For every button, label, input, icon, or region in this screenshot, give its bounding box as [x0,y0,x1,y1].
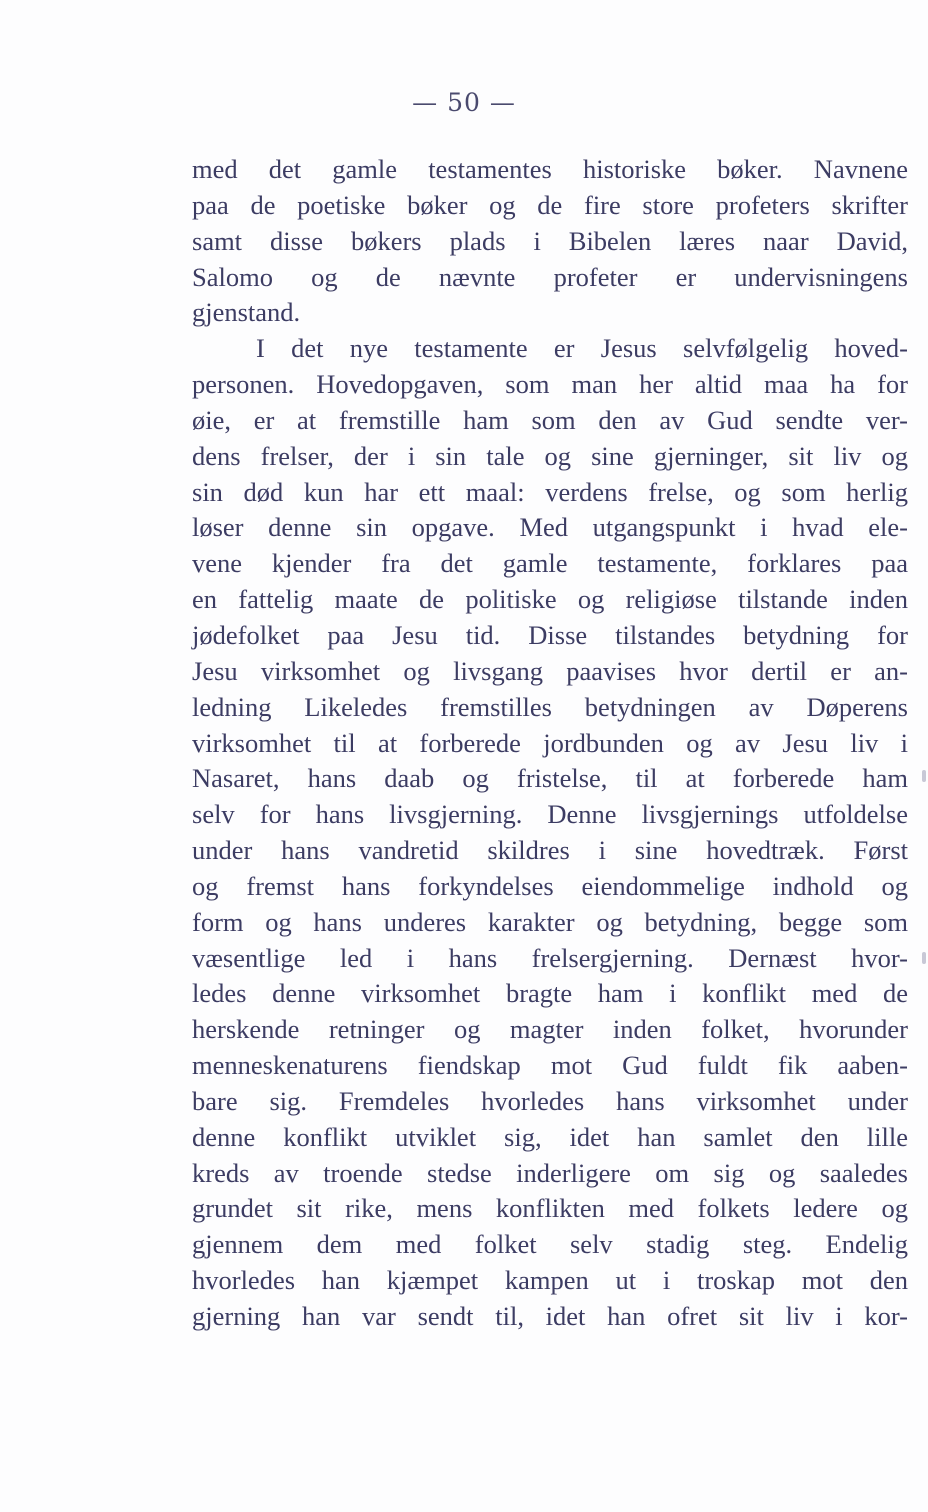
text-line: med det gamle testamentes historiske bøker. Navnene [192,154,908,184]
text-line: menneskenaturens fiendskap mot Gud fuldt fik aaben- [192,1050,908,1081]
scan-edge-mark [922,770,926,782]
scan-edge-mark [922,952,926,964]
text-line: virksomhet til at forberede jordbunden og av Jesu liv i [192,727,908,758]
text-line: ledning Likeledes fremstilles betydningen av Døperens [192,691,908,722]
text-line: denne konflikt utviklet sig, idet han samlet den lille [192,1121,908,1152]
text-line: dens frelser, der i sin tale og sine gjerninger, sit liv og [192,440,908,471]
text-line: kreds av troende stedse inderligere om sig og saaledes [192,1157,908,1188]
text-line: personen. Hovedopgaven, som man her altid maa ha for [192,369,908,400]
text-line: under hans vandretid skildres i sine hovedtræk. Først [192,835,908,866]
text-line: jødefolket paa Jesu tid. Disse tilstandes betydning for [192,619,908,650]
text-line: vene kjender fra det gamle testamente, forklares paa [192,548,908,579]
text-line: selv for hans livsgjerning. Denne livsgjernings utfoldelse [192,799,908,830]
text-line: herskende retninger og magter inden folket, hvorunder [192,1014,908,1045]
text-line: paa de poetiske bøker og de fire store profeters skrifter [192,189,908,220]
text-line: Salomo og de nævnte profeter er undervisningens [192,261,908,292]
page-number: — 50 — [412,88,516,117]
text-line: Jesu virksomhet og livsgang paavises hvor dertil er an- [192,655,908,686]
text-line: bare sig. Fremdeles hvorledes hans virksomhet under [192,1085,908,1116]
text-line: øie, er at fremstille ham som den av Gud sendte ver- [192,404,908,435]
text-line: gjerning han var sendt til, idet han ofret sit liv i kor- [192,1301,908,1331]
text-line: en fattelig maate de politiske og religiøse tilstande inden [192,584,908,615]
text-line: form og hans underes karakter og betydning, begge som [192,906,908,937]
text-line: Nasaret, hans daab og fristelse, til at forberede ham [192,763,908,794]
text-line: og fremst hans forkyndelses eiendommelige indhold og [192,870,908,901]
text-line: samt disse bøkers plads i Bibelen læres naar David, [192,225,908,256]
text-line: væsentlige led i hans frelsergjerning. Dernæst hvor- [192,942,908,973]
text-line: gjennem dem med folket selv stadig steg. Endelig [192,1229,908,1260]
text-line: hvorledes han kjæmpet kampen ut i troskap mot den [192,1265,908,1296]
text-line: I det nye testamente er Jesus selvfølgelig hoved- [256,333,908,364]
text-line: grundet sit rike, mens konflikten med folkets ledere og [192,1193,908,1224]
text-line: løser denne sin opgave. Med utgangspunkt i hvad ele- [192,512,908,543]
body-text [192,152,908,1335]
text-line: ledes denne virksomhet bragte ham i konflikt med de [192,978,908,1009]
text-line: gjenstand. [192,297,301,328]
text-line: sin død kun har ett maal: verdens frelse, og som herlig [192,476,908,507]
